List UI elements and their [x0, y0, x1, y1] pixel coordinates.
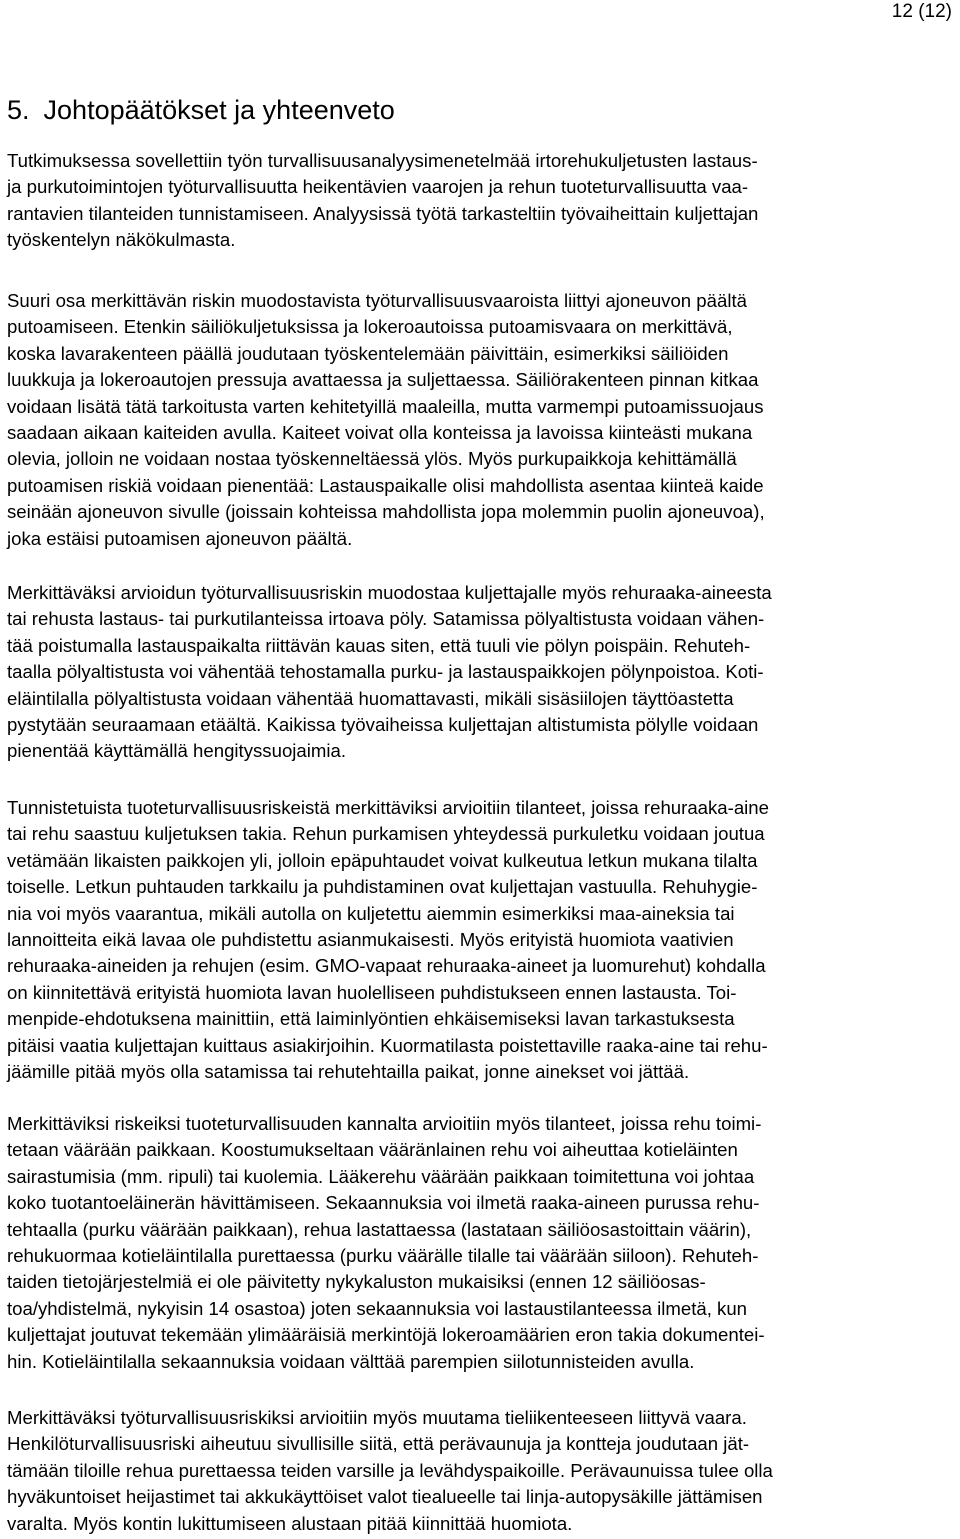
page-number: 12 (12) [891, 1, 952, 22]
section-number: 5. [7, 95, 30, 125]
paragraph-falling-risk: Suuri osa merkittävän riskin muodostavista työturvallisuusvaaroista liittyi ajoneuvon päältä putoamiseen. Etenkin säiliökuljetuksissa ja lokeroautoissa putoamisvaara on merkittävä, koska lavarakenteen päällä joudutaan työskentelemään päivittäin, esimerkiksi säiliöiden luukkuja ja lokeroautojen pressuja avattaessa ja suljettaessa. Säiliörakenteen pinnan kitkaa voidaan lisätä tätä tarkoitusta varten kehitetyillä maaleilla, mutta varmempi putoamissuojaus saadaan aikaan kaiteiden avulla. Kaiteet voivat olla konteissa ja lavoissa kiinteästi mukana olevia, jolloin ne voidaan nostaa työskenneltäessä ylös. Myös purkupaikkoja kehittämällä putoamisen riskiä voidaan pienentää: Lastauspaikalle olisi mahdollista asentaa kiinteä kaide seinään ajoneuvon sivulle (joissain kohteissa mahdollista jopa molemmin puolin ajoneuvoa), joka estäisi putoamisen ajoneuvon päältä. [7, 290, 765, 549]
paragraph-intro: Tutkimuksessa sovellettiin työn turvallisuusanalyysimenetelmää irtorehukuljetusten lastaus- ja purkutoimintojen työturvallisuutta heikentävien vaarojen ja rehun tuoteturvallisuutta vaa- rantavien tilanteiden tunnistamiseen. Analyysissä työtä tarkasteltiin työvaiheittain kuljettajan työskentelyn näkökulmasta. [7, 150, 759, 251]
paragraph-wrong-delivery: Merkittäviksi riskeiksi tuoteturvallisuuden kannalta arvioitiin myös tilanteet, joissa rehu toimi- tetaan väärään paikkaan. Koostumukseltaan vääränlainen rehu voi aiheuttaa kotieläinten sairastumisia (mm. ripuli) tai kuolemia. Lääkerehu väärään paikkaan toimitettuna voi johtaa koko tuotantoeläinerän hävittämiseen. Sekaannuksia voi ilmetä raaka-aineen purussa rehu- tehtaalla (purku väärään paikkaan), rehua lastattaessa (lastataan säiliöosastoittain väärin), rehukuormaa kotieläintilalla purettaessa (purku väärälle tilalle tai väärään siiloon). Rehuteh- taiden tietojärjestelmiä ei ole päivitetty nykykaluston mukaisiksi (ennen 12 säiliöosas- toa/yhdistelmä, nykyisin 14 osastoa) joten sekaannuksia voi lastaustilanteessa ilmetä, kun kuljettajat joutuvat tekemään ylimääräisiä merkintöjä lokeroamäärien eron takia dokumentei- hin. Kotieläintilalla sekaannuksia voidaan välttää parempien siilotunnisteiden avulla. [7, 1113, 765, 1372]
paragraph-product-safety: Tunnistetuista tuoteturvallisuusriskeistä merkittäviksi arvioitiin tilanteet, joissa rehuraaka-aine tai rehu saastuu kuljetuksen takia. Rehun purkamisen yhteydessä purkuletku voidaan joutua vetämään likaisten paikkojen yli, jolloin epäpuhtaudet voivat kulkeutua letkun mukana tilalta toiselle. Letkun puhtauden tarkkailu ja puhdistaminen ovat kuljettajan vastuulla. Rehuhygie- nia voi myös vaarantua, mikäli autolla on kuljetettu aiemmin esimerkiksi maa-aineksia tai lannoitteita eikä lavaa ole puhdistettu asianmukaisesti. Myös erityistä huomiota vaativien rehuraaka-aineiden ja rehujen (esim. GMO-vapaat rehuraaka-aineet ja luomurehut) kohdalla on kiinnitettävä erityistä huomiota lavan huolelliseen puhdistukseen ennen lastausta. Toi- menpide-ehdotuksena mainittiin, että laiminlyöntien ehkäisemiseksi lavan tarkastuksesta pitäisi vaatia kuljettajan kuittaus asiakirjoihin. Kuormatilasta poistettaville raaka-aine tai rehu- jäämille pitää myös olla satamissa tai rehutehtailla paikat, jonne ainekset voi jättää. [7, 797, 769, 1083]
paragraph-traffic-risk: Merkittäväksi työturvallisuusriskiksi arvioitiin myös muutama tieliikenteeseen liittyvä vaara. Henkilöturvallisuusriski aiheutuu sivullisille siitä, että perävaunuja ja kontteja joudutaan jät- tämään tiloille rehua purettaessa teiden varsille ja levähdyspaikoille. Perävaunuissa tulee olla hyväkuntoiset heijastimet tai akkukäyttöiset valot tiealueelle tai linja-autopysäkille jättämisen varalta. Myös kontin lukittumiseen alustaan pitää kiinnittää huomiota. [7, 1407, 773, 1534]
section-heading [7, 93, 395, 127]
section-title: Johtopäätökset ja yhteenveto [43, 95, 395, 125]
paragraph-dust-risk: Merkittäväksi arvioidun työturvallisuusriskin muodostaa kuljettajalle myös rehuraaka-aineesta tai rehusta lastaus- tai purkutilanteissa irtoava pöly. Satamissa pölyaltistusta voidaan vähen- tää poistumalla lastauspaikalta riittävän kauas siten, että tuuli vie pölyn poispäin. Rehuteh- taalla pölyaltistusta voi vähentää tehostamalla purku- ja lastauspaikkojen pölynpoistoa. Koti- eläintilalla pölyaltistusta voidaan vähentää huomattavasti, mikäli sisäsiilojen täyttöastetta pystytään seuraamaan etäältä. Kaikissa työvaiheissa kuljettajan altistumista pölylle voidaan pienentää käyttämällä hengityssuojaimia. [7, 582, 772, 762]
